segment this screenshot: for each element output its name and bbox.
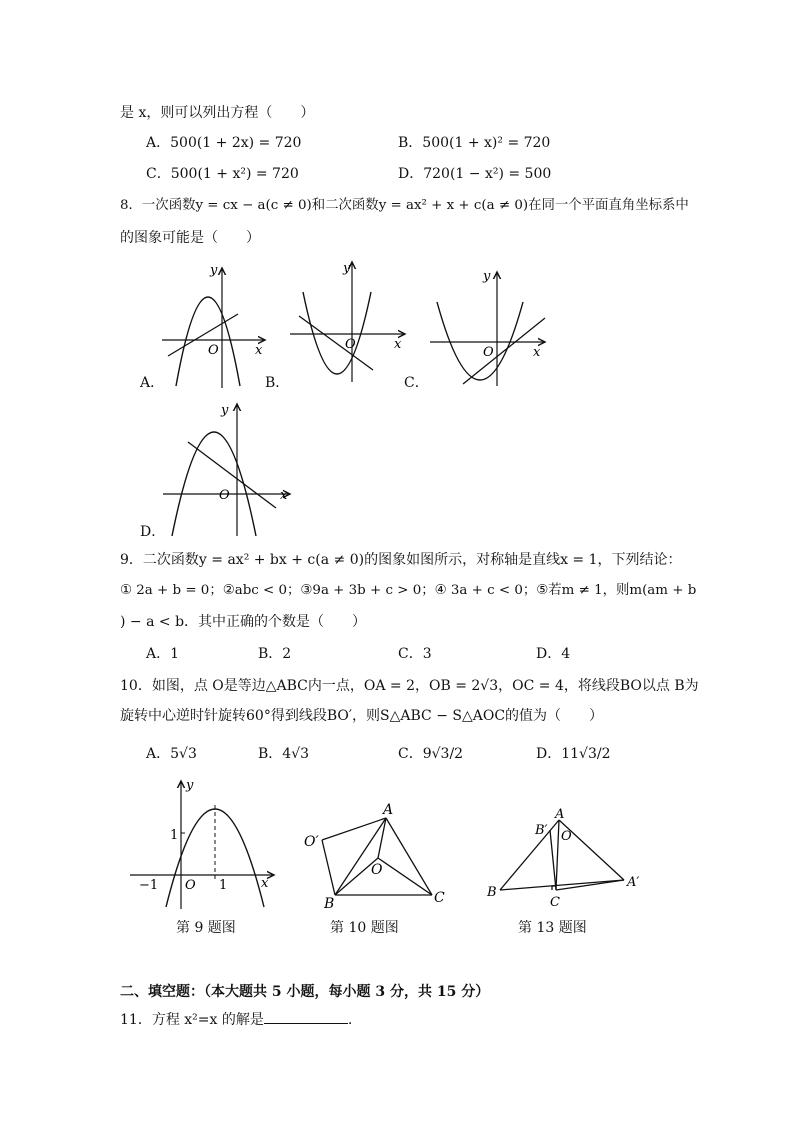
origin-label: O (208, 343, 219, 358)
q9-option-b[interactable] (258, 645, 291, 663)
fig10-caption: 第 10 题图 (330, 920, 399, 936)
altitude-ac (556, 820, 559, 890)
origin-label: O (483, 345, 494, 360)
option-label: C． (146, 166, 171, 182)
q8-stem-line2: 的图象可能是（ ） (120, 230, 260, 246)
option-label: C． (398, 646, 423, 662)
edge-o-prime-a (322, 818, 386, 840)
y-label: y (210, 263, 218, 278)
option-text: 1 (170, 646, 180, 662)
option-text: 5√3 (170, 746, 197, 762)
section-heading: 二、填空题：（本大题共 5 小题，每小题 3 分，共 15 分） (120, 984, 490, 1000)
option-label: B． (398, 135, 423, 151)
origin-label: O (219, 488, 230, 503)
q10-option-d[interactable] (536, 745, 611, 763)
edge-o-prime-b (322, 840, 335, 895)
edge-ac (386, 818, 432, 895)
edge-oc (378, 858, 432, 895)
q10-option-c[interactable] (398, 745, 463, 763)
option-text: 2 (282, 646, 292, 662)
origin-label: O (185, 878, 196, 893)
q8-graph-d[interactable] (158, 398, 298, 538)
line (168, 314, 238, 356)
q7-tail: 是 x，则可以列出方程（ ） (120, 105, 315, 121)
minus-one-label: −1 (139, 878, 159, 893)
point-o-label: O (371, 862, 383, 878)
x-label: x (394, 337, 402, 352)
q10-stem-line1: 10．如图，点 O是等边△ABC内一点，OA = 2，OB = 2√3，OC = 4，将线段BO以点 B为 (120, 678, 699, 694)
option-label: A． (146, 646, 171, 662)
parabola (437, 302, 523, 380)
q8-label-c[interactable]: C． (404, 375, 429, 391)
q9-stem-line2: ① 2a + b = 0；②abc < 0；③9a + 3b + c > 0；④ 3a + c < 0；⑤若m ≠ 1，则m(am + b (120, 583, 697, 598)
q11-answer-blank[interactable] (264, 1009, 348, 1024)
option-label: D． (536, 646, 562, 662)
point-b-label: B (324, 896, 335, 910)
q10-option-b[interactable] (258, 745, 309, 763)
option-text: 4√3 (282, 746, 310, 762)
option-text: 4 (561, 646, 571, 662)
point-c-label: C (550, 895, 560, 910)
q11 (120, 1009, 352, 1029)
x-label: x (533, 345, 541, 360)
y-label: y (186, 778, 194, 793)
q11-end: . (347, 1012, 353, 1028)
parabola (176, 297, 240, 386)
q7-option-d[interactable] (398, 165, 551, 183)
q9-stem-line3: ) − a < b．其中正确的个数是（ ） (120, 614, 367, 630)
point-a-label: A (555, 807, 565, 822)
option-text: 500(1 + 2x) = 720 (170, 135, 302, 151)
fig10-triangle (300, 800, 460, 910)
option-label: D． (398, 166, 424, 182)
q7-option-a[interactable] (146, 134, 301, 152)
option-label: C． (398, 746, 423, 762)
q8-label-b[interactable]: B． (265, 375, 290, 391)
q8-graph-c[interactable] (425, 262, 555, 390)
q7-option-b[interactable] (398, 134, 550, 152)
x-label: x (261, 876, 269, 891)
q8-label-a[interactable]: A． (140, 375, 165, 391)
option-label: A． (146, 135, 171, 151)
x-label: x (280, 488, 288, 503)
point-b-label: B (487, 885, 497, 900)
q9-option-c[interactable] (398, 645, 432, 663)
point-a-label: A (383, 802, 394, 818)
fig13-triangle (484, 806, 654, 910)
option-text: 500(1 + x²) = 720 (170, 166, 299, 182)
origin-label: O (345, 337, 356, 352)
q8-stem-line1: 8．一次函数y = cx − a(c ≠ 0)和二次函数y = ax² + x + c(a ≠ 0)在同一个平面直角坐标系中 (120, 198, 689, 213)
edge-b-prime-c (550, 830, 556, 890)
option-label: B． (258, 746, 283, 762)
point-b-prime-label: B′ (535, 823, 548, 838)
line (299, 316, 373, 370)
point-o-label: O (561, 829, 572, 844)
q8-label-d[interactable]: D． (140, 524, 166, 540)
option-text: 500(1 + x)² = 720 (422, 135, 551, 151)
point-c-label: C (434, 890, 445, 906)
y-tick-label: 1 (170, 828, 179, 843)
one-x-label: 1 (219, 878, 228, 893)
fig9-parabola-graph (126, 775, 286, 915)
q10-option-a[interactable] (146, 745, 197, 763)
q9-option-a[interactable] (146, 645, 179, 663)
y-label: y (483, 269, 491, 284)
fig13-caption: 第 13 题图 (518, 920, 587, 936)
option-label: B． (258, 646, 283, 662)
q10-stem-line2: 旋转中心逆时针旋转60°得到线段BO′，则S△ABC − S△AOC的值为（ ） (120, 708, 604, 724)
x-label: x (255, 343, 263, 358)
q9-option-d[interactable] (536, 645, 570, 663)
q8-graph-b[interactable] (285, 258, 415, 390)
y-label: y (343, 261, 351, 276)
q7-option-c[interactable] (146, 165, 299, 183)
y-label: y (221, 403, 229, 418)
option-label: D． (536, 746, 562, 762)
q11-text: 11．方程 x²=x 的解是 (120, 1012, 264, 1028)
point-o-prime-label: O′ (304, 834, 319, 850)
q9-stem-line1: 9．二次函数y = ax² + bx + c(a ≠ 0)的图象如图所示，对称轴是直线x = 1，下列结论： (120, 552, 682, 568)
option-text: 3 (422, 646, 432, 662)
option-text: 9√3/2 (422, 746, 464, 762)
option-label: A． (146, 746, 171, 762)
fig9-caption: 第 9 题图 (176, 920, 236, 936)
option-text: 11√3/2 (561, 746, 611, 762)
option-text: 720(1 − x²) = 500 (423, 166, 552, 182)
point-a-prime-label: A′ (627, 875, 640, 890)
q8-graph-a[interactable] (140, 258, 270, 390)
